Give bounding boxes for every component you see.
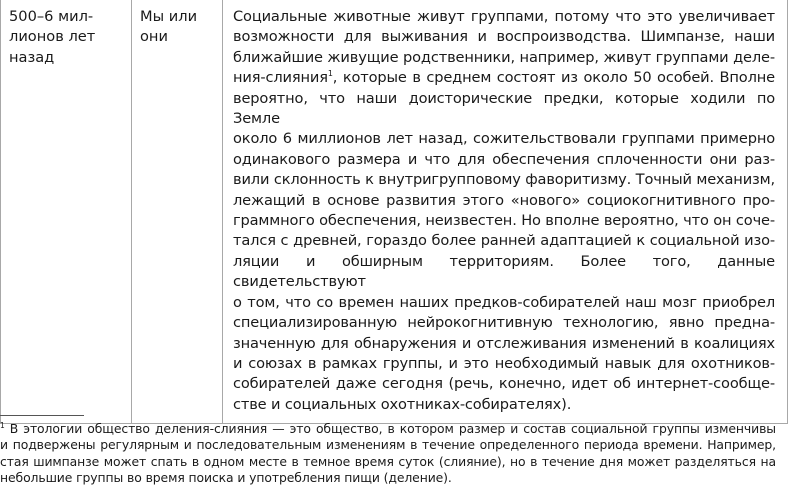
period-cell <box>1 0 132 424</box>
description-line: собирателей даже сегодня (речь, конечно, идет об интернет-сообще- <box>233 375 775 393</box>
footnote-anchor-text: ния-слияния <box>233 69 328 87</box>
name-cell <box>132 0 223 424</box>
description-line: о том, что со времен наших предков-собирателей наш мозг приобрел <box>233 293 775 311</box>
description-line: лежащий в основе развития этого «нового» социокогнитивного про- <box>233 191 775 209</box>
description-text <box>233 7 775 415</box>
period-line: лионов лет <box>9 28 96 46</box>
period-line: 500–6 мил- <box>9 8 94 25</box>
description-line: тался с древней, гораздо более ранней адаптацией к социальной изо- <box>233 232 775 250</box>
description-line: стве и социальных охотниках-собирателях). <box>233 395 572 413</box>
description-line: ляции и обширным территориям. Более того, данные свидетельствуют <box>233 252 775 291</box>
name-line: Мы или <box>140 8 198 25</box>
description-line: значенную для обнаружения и отслеживания изменений в коалициях <box>233 334 775 352</box>
description-line: граммного обеспечения, неизвестен. Но вполне вероятно, что он соче- <box>233 212 775 230</box>
description-line: одинакового размера и что для обеспечения сплоченности они раз- <box>233 150 775 168</box>
footnote-line: небольшие группы во время поиска и употребления пищи (деление). <box>0 469 452 485</box>
table-row <box>1 0 788 424</box>
description-line: специализированную нейрокогнитивную технологию, явно предна- <box>233 314 775 332</box>
description-line: и союзах в рамках группы, и это необходимый навык для охотников- <box>233 354 775 372</box>
description-line: вероятно, что наши доисторические предки, которые ходили по Земле <box>233 89 775 128</box>
footnote-text: В этологии общество деления-слияния — это общество, в котором размер и состав социальной группы изменчивы <box>4 421 776 436</box>
footnote <box>0 421 776 486</box>
name-line: они <box>140 28 168 46</box>
description-line: ближайшие живущие родственники, например, живут группами деле- <box>233 48 775 66</box>
footnote-divider <box>0 415 84 416</box>
description-cell <box>223 0 788 424</box>
footnote-line: и подвержены регулярным и последовательным изменениям в течение определенного периода времени. Например, <box>0 437 776 453</box>
description-line: около 6 миллионов лет назад, сожительствовали группами примерно <box>233 130 775 148</box>
description-line: Социальные животные живут группами, потому что это увеличивает <box>233 8 775 25</box>
footnote-marker: 1 <box>0 421 5 430</box>
period-line: назад <box>9 48 55 66</box>
footnote-line <box>0 421 776 437</box>
description-line: возможности для выживания и воспроизводства. Шимпанзе, наши <box>233 28 775 46</box>
footnote-line: стая шимпанзе может спать в одном месте в темное время суток (слияние), но в течение дня может разделяться на <box>0 453 776 469</box>
description-line: вили склонность к внутригрупповому фаворитизму. Точный механизм, <box>233 171 775 189</box>
description-line-with-footnote <box>233 68 775 88</box>
footnote-anchor-tail: , которые в среднем состоят из около 50 особей. Вполне <box>332 69 775 87</box>
footnote-reference[interactable]: 1 <box>327 69 333 79</box>
